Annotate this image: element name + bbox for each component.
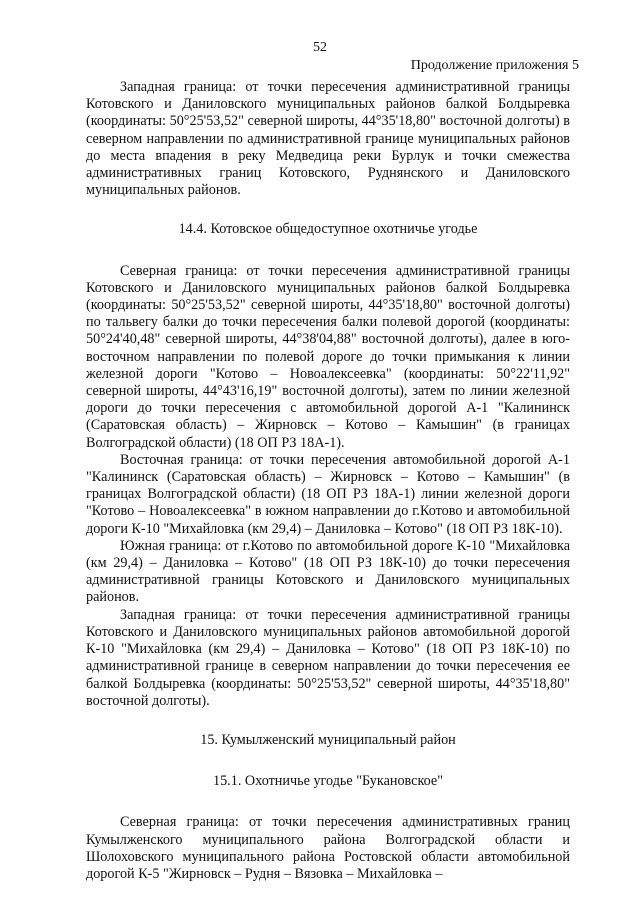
section-heading-15-1: 15.1. Охотничье угодье "Букановское" [212,773,444,790]
paragraph-western-border-2: Западная граница: от точки пересечения административной границы Котовского и Даниловского муниципальных районов автомобильной дорогой К-10 "Михайловка (км 29,4) – Даниловка – Котово" (18 ОП РЗ 18К-10) по административной границе в северном направлении до точки пересечения ее балкой Болдыревка (координаты: 50°25'53,52" северной широты, 44°35'18,80" восточной долготы). [86,606,570,709]
paragraph-southern-border: Южная граница: от г.Котово по автомобильной дороге К-10 "Михайловка (км 29,4) – Даниловка – Котово" (18 ОП РЗ 18К-10) до точки пересечения административной границы Котовского и Даниловского муниципальных районов. [86,537,570,606]
paragraph-eastern-border: Восточная граница: от точки пересечения автомобильной дорогой А-1 "Калининск (Саратовская область) – Жирновск – Котово – Камышин" (в границах Волгоградской области) (18 ОП РЗ 18А-1) линии железной дороги "Котово – Новоалексеевка" в южном направлении до г.Котово и автомобильной дороги К-10 "Михайловка (км 29,4) – Даниловка – Котово" (18 ОП РЗ 18К-10). [86,451,570,537]
section-heading-14-4: 14.4. Котовское общедоступное охотничье угодье [178,221,478,238]
document-body [86,79,570,883]
appendix-continuation-label: Продолжение приложения 5 [410,58,579,73]
paragraph-western-border: Западная граница: от точки пересечения административной границы Котовского и Даниловского муниципальных районов балкой Болдыревка (координаты: 50°25'53,52" северной широты, 44°35'18,80" восточной долготы) в северном направлении по административной границе муниципальных районов до места впадения в реку Медведица реки Бурлук и точки смежества административных границ Котовского, Руднянского и Даниловского муниципальных районов. [86,79,570,199]
section-heading-15: 15. Кумылженский муниципальный район [200,731,456,748]
page-number: 52 [313,40,327,55]
paragraph-northern-border-15-1: Северная граница: от точки пересечения административных границ Кумылженского муниципального района Волгоградской области и Шолоховского муниципального района Ростовской области автомобильной дорогой К-5 "Жирновск – Рудня – Вязовка – Михайловка – [86,814,570,882]
paragraph-northern-border: Северная граница: от точки пересечения административной границы Котовского и Даниловского муниципальных районов балкой Болдыревка (координаты: 50°25'53,52" северной широты, 44°35'18,80" восточной долготы) по тальвегу балки до точки пересечения балки полевой дорогой (координаты: 50°24'40,48" северной широты, 44°38'04,88" восточной долготы), далее в юго-восточном направлении по полевой дороге до точки примыкания к линии железной дороги "Котово – Новоалексеевка" (координаты: 50°22'11,92" северной широты, 44°43'16,19" восточной долготы), затем по линии железной дороги до точки пересечения с автомобильной дорогой А-1 "Калининск (Саратовская область) – Жирновск – Котово – Камышин" (в границах Волгоградской области) (18 ОП РЗ 18А-1). [86,262,570,451]
